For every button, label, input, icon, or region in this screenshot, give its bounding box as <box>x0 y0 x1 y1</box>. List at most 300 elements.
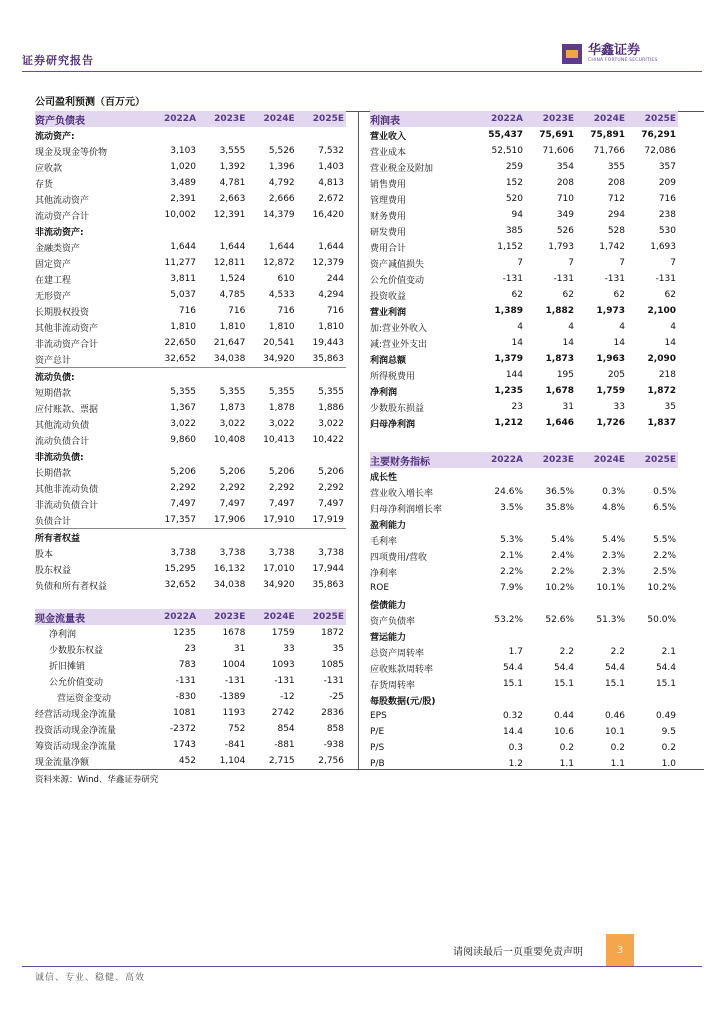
table-row <box>35 271 346 287</box>
section-title: 公司盈利预测（百万元） <box>35 97 145 108</box>
row-label: 现金及现金等价物 <box>35 147 108 158</box>
value-cell: 2.3% <box>602 567 625 577</box>
value-cell <box>474 468 525 484</box>
value-cell <box>525 628 576 644</box>
value-cell: 1.2 <box>508 759 523 769</box>
table-header-row <box>35 111 346 127</box>
year-header: 2024E <box>247 609 296 625</box>
value-cell <box>149 448 198 464</box>
table-row <box>35 512 346 529</box>
table-title: 现金流量表 <box>35 609 149 625</box>
value-cell: 2742 <box>271 708 295 718</box>
value-cell: 2,666 <box>268 194 295 204</box>
value-cell: 1,742 <box>599 242 625 252</box>
value-cell: 0.2 <box>610 743 625 753</box>
row-label: 流动资产: <box>35 131 75 142</box>
table-column-divider <box>358 111 359 769</box>
value-cell: 385 <box>505 226 523 236</box>
value-cell: 5,206 <box>219 467 246 477</box>
table-row <box>35 191 346 207</box>
row-label: 归母净利润 <box>370 419 416 430</box>
year-header: 2025E <box>297 609 346 625</box>
table-row <box>370 708 678 724</box>
table-row <box>370 159 678 175</box>
value-cell: 33 <box>613 402 625 412</box>
value-cell <box>627 692 678 708</box>
value-cell: 2.2 <box>559 647 574 657</box>
value-cell: 349 <box>556 210 574 220</box>
table-row <box>370 612 678 628</box>
year-header: 2024E <box>247 111 296 127</box>
value-cell: 4,813 <box>318 178 344 188</box>
table-title: 资产负债表 <box>35 111 149 127</box>
value-cell: 0.2 <box>559 743 574 753</box>
value-cell: 71,766 <box>593 146 625 156</box>
row-label: 营业收入增长率 <box>370 488 434 499</box>
table-row <box>35 384 346 400</box>
value-cell: 2.3% <box>602 551 625 561</box>
row-label: 其他非流动负债 <box>35 484 99 495</box>
value-cell: 4,792 <box>268 178 295 188</box>
value-cell <box>627 628 678 644</box>
value-cell: 5.3% <box>500 535 523 545</box>
value-cell: 94 <box>511 210 523 220</box>
value-cell: 1,020 <box>170 162 197 172</box>
row-label: 研发费用 <box>370 227 407 238</box>
value-cell: 2.2% <box>551 567 574 577</box>
value-cell: -131 <box>655 274 676 284</box>
table-row <box>370 644 678 660</box>
value-cell: 17,944 <box>312 564 344 574</box>
table-row <box>370 580 678 596</box>
value-cell: 1081 <box>173 708 197 718</box>
value-cell: 72,086 <box>644 146 676 156</box>
value-cell: -131 <box>274 676 295 686</box>
value-cell: 1004 <box>222 660 246 670</box>
value-cell: 1,389 <box>494 306 523 316</box>
value-cell <box>474 692 525 708</box>
value-cell: 2,663 <box>219 194 246 204</box>
value-cell: 10,413 <box>263 435 295 445</box>
value-cell: 35.8% <box>545 503 574 513</box>
value-cell: 1,963 <box>596 354 625 364</box>
value-cell: -881 <box>274 740 295 750</box>
table-row <box>35 480 346 496</box>
table-row <box>370 484 678 500</box>
value-cell <box>525 596 576 612</box>
value-cell <box>247 368 296 385</box>
value-cell: 1.7 <box>508 647 523 657</box>
value-cell: 35,863 <box>297 351 346 368</box>
page-number: 3 <box>606 934 634 966</box>
row-label: 流动负债: <box>35 372 75 383</box>
table-row <box>35 239 346 255</box>
table-row <box>35 561 346 577</box>
value-cell: 1.1 <box>610 759 625 769</box>
value-cell: 14 <box>664 338 676 348</box>
value-cell: 1,678 <box>545 386 574 396</box>
row-label: 管理费用 <box>370 195 407 206</box>
value-cell: -830 <box>175 692 197 702</box>
value-cell: 16,420 <box>312 210 344 220</box>
table-row <box>370 239 678 255</box>
value-cell: 54.4 <box>655 663 676 673</box>
row-label: 流动负债合计 <box>35 436 90 447</box>
table-row <box>35 689 346 705</box>
value-cell <box>297 448 346 464</box>
value-cell: 1759 <box>271 628 295 638</box>
value-cell: 52.6% <box>545 615 574 625</box>
value-cell: 14 <box>511 338 523 348</box>
value-cell: 1193 <box>222 708 246 718</box>
table-row <box>370 399 678 415</box>
value-cell: 12,379 <box>312 258 344 268</box>
table-row <box>370 223 678 239</box>
value-cell <box>149 529 198 546</box>
value-cell <box>474 596 525 612</box>
value-cell: 610 <box>277 274 295 284</box>
value-cell: 5,206 <box>170 467 197 477</box>
value-cell: 10.2% <box>545 583 574 593</box>
value-cell: 21,647 <box>213 338 246 348</box>
table-row <box>370 532 678 548</box>
row-label: 流动资产合计 <box>35 211 90 222</box>
table-row <box>35 464 346 480</box>
value-cell: 1,873 <box>219 403 246 413</box>
value-cell <box>198 127 247 143</box>
value-cell: 4 <box>619 322 625 332</box>
value-cell: 34,038 <box>213 580 246 590</box>
value-cell: 1,644 <box>219 242 246 252</box>
row-label: 股东权益 <box>35 565 72 576</box>
value-cell: 4 <box>517 322 523 332</box>
value-cell: 354 <box>556 162 574 172</box>
value-cell: 0.5% <box>653 487 676 497</box>
table-title: 利润表 <box>370 111 474 127</box>
value-cell: 3,489 <box>170 178 197 188</box>
value-cell: 1,524 <box>219 274 246 284</box>
value-cell: 22,650 <box>164 338 197 348</box>
value-cell: 9.5 <box>661 727 676 737</box>
value-cell: 7,532 <box>318 146 344 156</box>
value-cell: 15.1 <box>502 679 523 689</box>
value-cell: 1,392 <box>219 162 246 172</box>
table-row <box>370 548 678 564</box>
value-cell: 0.3% <box>602 487 625 497</box>
value-cell: 15.1 <box>553 679 574 689</box>
row-label: 财务费用 <box>370 211 407 222</box>
year-header: 2022A <box>474 452 525 468</box>
table-row <box>35 223 346 239</box>
value-cell: 3,738 <box>268 548 295 558</box>
value-cell: 15,295 <box>164 564 197 574</box>
value-cell: 11,277 <box>164 258 197 268</box>
value-cell: 55,437 <box>488 130 523 140</box>
value-cell <box>198 223 247 239</box>
value-cell: 36.5% <box>545 487 574 497</box>
footer-slogan: 诚信、专业、稳健、高效 <box>35 973 146 983</box>
year-header: 2023E <box>525 452 576 468</box>
value-cell: 858 <box>326 724 344 734</box>
row-label: 长期股权投资 <box>35 307 90 318</box>
row-label: 偿债能力 <box>370 600 407 611</box>
value-cell: 10,408 <box>213 435 246 445</box>
table-row <box>35 625 346 641</box>
table-row <box>370 740 678 756</box>
value-cell: 3.5% <box>500 503 523 513</box>
value-cell: 15.1 <box>655 679 676 689</box>
value-cell <box>576 628 627 644</box>
value-cell: 17,357 <box>149 512 198 529</box>
table-row <box>370 287 678 303</box>
value-cell: 2.1% <box>500 551 523 561</box>
value-cell: 6.5% <box>653 503 676 513</box>
value-cell: 10.1 <box>604 727 625 737</box>
table-row <box>370 175 678 191</box>
value-cell: 2,100 <box>647 306 676 316</box>
value-cell <box>198 448 247 464</box>
table-row <box>35 175 346 191</box>
row-label: 非流动资产: <box>35 227 84 238</box>
table-row <box>370 724 678 740</box>
row-label: 折旧摊销 <box>49 661 86 672</box>
value-cell: -131 <box>323 676 344 686</box>
value-cell: 1,104 <box>219 756 246 766</box>
table-row <box>35 673 346 689</box>
value-cell: 1,872 <box>647 386 676 396</box>
value-cell: 32,652 <box>164 580 197 590</box>
value-cell <box>474 516 525 532</box>
row-label: 资产总计 <box>35 351 149 368</box>
row-label: 营运资金变动 <box>57 693 112 704</box>
table-row <box>370 191 678 207</box>
value-cell: 0.44 <box>553 711 574 721</box>
value-cell: 2.2 <box>610 647 625 657</box>
value-cell: 3,022 <box>219 419 246 429</box>
value-cell <box>247 223 296 239</box>
value-cell: 1,693 <box>650 242 676 252</box>
row-label: 非流动资产合计 <box>35 339 99 350</box>
value-cell <box>576 516 627 532</box>
value-cell: 31 <box>562 402 574 412</box>
disclaimer-note: 请阅读最后一页重要免责声明 <box>453 947 583 958</box>
value-cell: 0.2 <box>661 743 676 753</box>
value-cell: 716 <box>228 306 246 316</box>
value-cell: 1,810 <box>219 322 246 332</box>
row-label: 其他流动资产 <box>35 195 90 206</box>
row-label: 金融类资产 <box>35 243 81 254</box>
value-cell: 10,422 <box>312 435 344 445</box>
value-cell: 2,715 <box>268 756 295 766</box>
value-cell <box>297 223 346 239</box>
value-cell: 4,781 <box>219 178 246 188</box>
value-cell: 1085 <box>321 660 344 670</box>
value-cell: 3,738 <box>219 548 246 558</box>
value-cell <box>525 468 576 484</box>
table-row <box>370 255 678 271</box>
value-cell <box>297 127 346 143</box>
value-cell: 54.4 <box>553 663 574 673</box>
value-cell: 62 <box>562 290 574 300</box>
row-label: 营业收入 <box>370 131 407 142</box>
cashflow-table <box>35 609 346 769</box>
row-label: 非流动负债合计 <box>35 500 99 511</box>
value-cell: 0.3 <box>508 743 523 753</box>
value-cell: -25 <box>329 692 344 702</box>
value-cell: 17,010 <box>263 564 295 574</box>
value-cell: 2.2% <box>653 551 676 561</box>
table-header-row <box>370 111 678 127</box>
value-cell: 7 <box>619 258 625 268</box>
value-cell: 294 <box>607 210 625 220</box>
value-cell: 10.2% <box>647 583 676 593</box>
value-cell: 1,810 <box>170 322 197 332</box>
row-label: 营运能力 <box>370 632 407 643</box>
row-label: 存货周转率 <box>370 680 416 691</box>
table-title: 主要财务指标 <box>370 452 474 468</box>
value-cell: -131 <box>553 274 574 284</box>
value-cell: 259 <box>505 162 523 172</box>
value-cell: 1,644 <box>318 242 344 252</box>
year-header: 2023E <box>525 111 576 127</box>
table-row <box>35 368 346 385</box>
value-cell: 144 <box>505 370 523 380</box>
row-label: 筹资活动现金净流量 <box>35 741 117 752</box>
value-cell: 238 <box>658 210 676 220</box>
table-row <box>35 432 346 448</box>
value-cell: 75,891 <box>590 130 625 140</box>
value-cell: 1,396 <box>268 162 295 172</box>
value-cell: 5,526 <box>268 146 295 156</box>
row-label: 每股数据(元/股) <box>370 696 436 707</box>
table-row <box>35 496 346 512</box>
value-cell: 520 <box>505 194 523 204</box>
value-cell: 31 <box>233 644 246 654</box>
row-label: 加:营业外收入 <box>370 323 428 334</box>
row-label: 在建工程 <box>35 275 72 286</box>
value-cell: 1,973 <box>596 306 625 316</box>
row-label: 股本 <box>35 549 54 560</box>
year-header: 2025E <box>627 111 678 127</box>
value-cell: 208 <box>556 178 574 188</box>
value-cell: 32,652 <box>149 351 198 368</box>
row-label: 少数股东损益 <box>370 403 425 414</box>
value-cell: 5,037 <box>170 290 197 300</box>
table-bottom-rule <box>35 769 704 770</box>
year-header: 2022A <box>149 111 198 127</box>
row-label: P/S <box>370 743 385 753</box>
value-cell: 1.0 <box>661 759 676 769</box>
value-cell: 1,878 <box>268 403 295 413</box>
value-cell: 4,533 <box>268 290 295 300</box>
value-cell: 34,920 <box>247 351 296 368</box>
value-cell: 1,882 <box>545 306 574 316</box>
report-type-label: 证券研究报告 <box>22 54 94 67</box>
value-cell: 1,644 <box>170 242 197 252</box>
value-cell: 530 <box>658 226 676 236</box>
table-row <box>370 660 678 676</box>
value-cell: 5.4% <box>551 535 574 545</box>
row-label: 公允价值变动 <box>370 275 425 286</box>
value-cell: 1,759 <box>596 386 625 396</box>
table-header-row <box>370 452 678 468</box>
value-cell: 54.4 <box>604 663 625 673</box>
table-row <box>35 351 346 368</box>
value-cell: 1093 <box>271 660 295 670</box>
value-cell <box>525 516 576 532</box>
row-label: 无形资产 <box>35 291 72 302</box>
value-cell: -2372 <box>169 724 197 734</box>
value-cell: 4,785 <box>219 290 246 300</box>
value-cell: 10,002 <box>164 210 197 220</box>
value-cell: 7,497 <box>268 499 295 509</box>
value-cell: 0.46 <box>604 711 625 721</box>
value-cell: 34,920 <box>263 580 295 590</box>
value-cell: 355 <box>607 162 625 172</box>
year-header: 2022A <box>149 609 198 625</box>
row-label: 应收款 <box>35 163 63 174</box>
value-cell: 716 <box>658 194 676 204</box>
year-header: 2024E <box>576 452 627 468</box>
row-label: 资产负债率 <box>370 616 416 627</box>
table-row <box>35 721 346 737</box>
value-cell: 5,355 <box>268 387 295 397</box>
value-cell: 0.49 <box>655 711 676 721</box>
value-cell: 1872 <box>321 628 344 638</box>
value-cell <box>576 596 627 612</box>
year-header: 2022A <box>474 111 525 127</box>
table-row <box>35 416 346 432</box>
value-cell: 1,810 <box>318 322 344 332</box>
value-cell: 10.1% <box>596 583 625 593</box>
row-label: 盈利能力 <box>370 520 407 531</box>
value-cell: 854 <box>277 724 295 734</box>
value-cell <box>297 529 346 546</box>
row-label: P/B <box>370 759 385 769</box>
company-logo <box>562 44 658 64</box>
value-cell: 14 <box>613 338 625 348</box>
value-cell: 62 <box>664 290 676 300</box>
value-cell: 1,367 <box>170 403 197 413</box>
table-row <box>370 468 678 484</box>
value-cell: 7,497 <box>318 499 344 509</box>
value-cell: 2.2% <box>500 567 523 577</box>
value-cell: 7 <box>670 258 676 268</box>
row-label: 营业税金及附加 <box>370 163 434 174</box>
table-row <box>35 705 346 721</box>
value-cell: 12,391 <box>213 210 246 220</box>
row-label: 负债合计 <box>35 512 149 529</box>
table-row <box>370 415 678 431</box>
value-cell: 4,294 <box>318 290 344 300</box>
value-cell: 10.6 <box>553 727 574 737</box>
table-row <box>370 676 678 692</box>
value-cell: 7,497 <box>219 499 246 509</box>
row-label: 非流动负债: <box>35 452 84 463</box>
value-cell <box>474 628 525 644</box>
value-cell <box>247 127 296 143</box>
value-cell: 2.5% <box>653 567 676 577</box>
table-row <box>35 641 346 657</box>
value-cell: 5.5% <box>653 535 676 545</box>
value-cell: 1,646 <box>545 418 574 428</box>
value-cell: 12,872 <box>263 258 295 268</box>
year-header: 2023E <box>198 111 247 127</box>
value-cell: 2,756 <box>318 756 344 766</box>
value-cell: 1,152 <box>497 242 523 252</box>
table-row <box>35 159 346 175</box>
table-row <box>370 351 678 367</box>
